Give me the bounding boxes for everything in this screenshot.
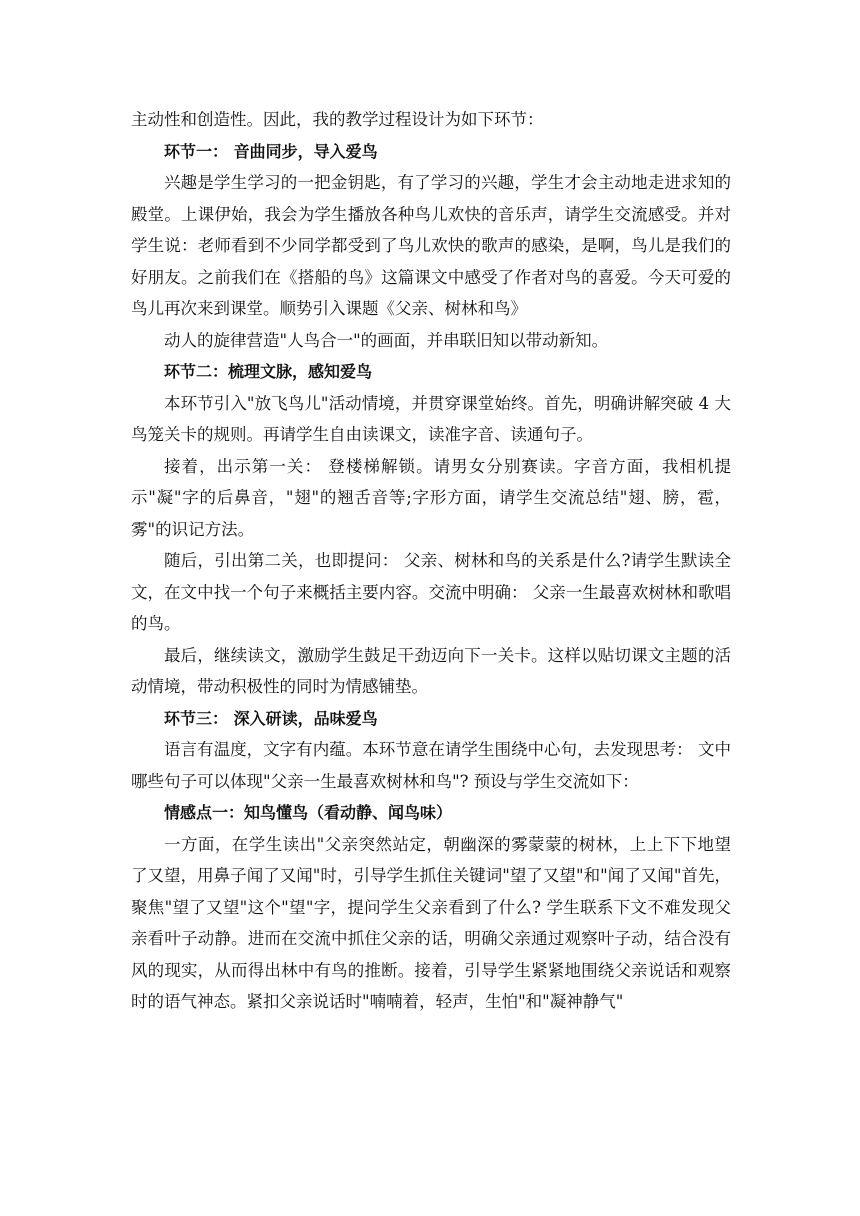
paragraph-emotion-point-1-body: 一方面，在学生读出"父亲突然站定，朝幽深的雾蒙蒙的树林，上上下下地望了又望，用鼻子闻了又闻"时，引导学生抓住关键词"望了又望"和"闻了又闻"首先，聚焦"望了又望"这个"望"字，提问学生父亲看到了什么? 学生联系下文不难发现父亲看叶子动静。进而在交流中抓住父亲的话，明确父亲通过观察叶子动，结合没有风的现实，从而得出林中有鸟的推断。接着，引导学生紧紧地围绕父亲说话和观察时的语气神态。紧扣父亲说话时"喃喃着，轻声，生怕"和"凝神静气" [131, 834, 731, 1011]
paragraph-section-2-finale: 最后，继续读文，激励学生鼓足干劲迈向下一关卡。这样以贴切课文主题的活动情境，带动积极性的同时为情感铺垫。 [131, 645, 731, 696]
paragraph-section-1-summary: 动人的旋律营造"人鸟合一"的画面，并串联旧知以带动新知。 [164, 330, 609, 350]
document-body [131, 104, 731, 1018]
heading-section-1: 环节一： 音曲同步，导入爱鸟 [164, 141, 378, 161]
paragraph-intro-end: 主动性和创造性。因此，我的教学过程设计为如下环节： [131, 110, 544, 129]
paragraph-section-3-intro: 语言有温度，文字有内蕴。本环节意在请学生围绕中心句，去发现思考： 文中哪些句子可以体现"父亲一生最喜欢树林和鸟"? 预设与学生交流如下： [131, 740, 731, 791]
paragraph-section-2-intro: 本环节引入"放飞鸟儿"活动情境，并贯穿课堂始终。首先，明确讲解突破 4 大鸟笼关卡的规则。再请学生自由读课文，读准字音、读通句子。 [131, 393, 731, 444]
paragraph-section-1-body: 兴趣是学生学习的一把金钥匙，有了学习的兴趣，学生才会主动地走进求知的殿堂。上课伊始，我会为学生播放各种鸟儿欢快的音乐声，请学生交流感受。并对学生说：老师看到不少同学都受到了鸟儿欢快的歌声的感染，是啊，鸟儿是我们的好朋友。之前我们在《搭船的鸟》这篇课文中感受了作者对鸟的喜爱。今天可爱的鸟儿再次来到课堂。顺势引入课题《父亲、树林和鸟》 [131, 173, 731, 318]
heading-section-3: 环节三： 深入研读，品味爱鸟 [164, 708, 378, 728]
paragraph-section-2-level-2: 随后，引出第二关，也即提问： 父亲、树林和鸟的关系是什么?请学生默读全文，在文中找一个句子来概括主要内容。交流中明确： 父亲一生最喜欢树林和歌唱的鸟。 [131, 551, 731, 633]
paragraph-section-2-level-1: 接着，出示第一关： 登楼梯解锁。请男女分别赛读。字音方面，我相机提示"凝"字的后鼻音，"翅"的翘舌音等;字形方面，请学生交流总结"翅、膀，雹，雾"的识记方法。 [131, 456, 731, 539]
heading-emotion-point-1: 情感点一：知鸟懂鸟（看动静、闻鸟味） [164, 803, 453, 822]
heading-section-2: 环节二：梳理文脉，感知爱鸟 [164, 362, 373, 381]
